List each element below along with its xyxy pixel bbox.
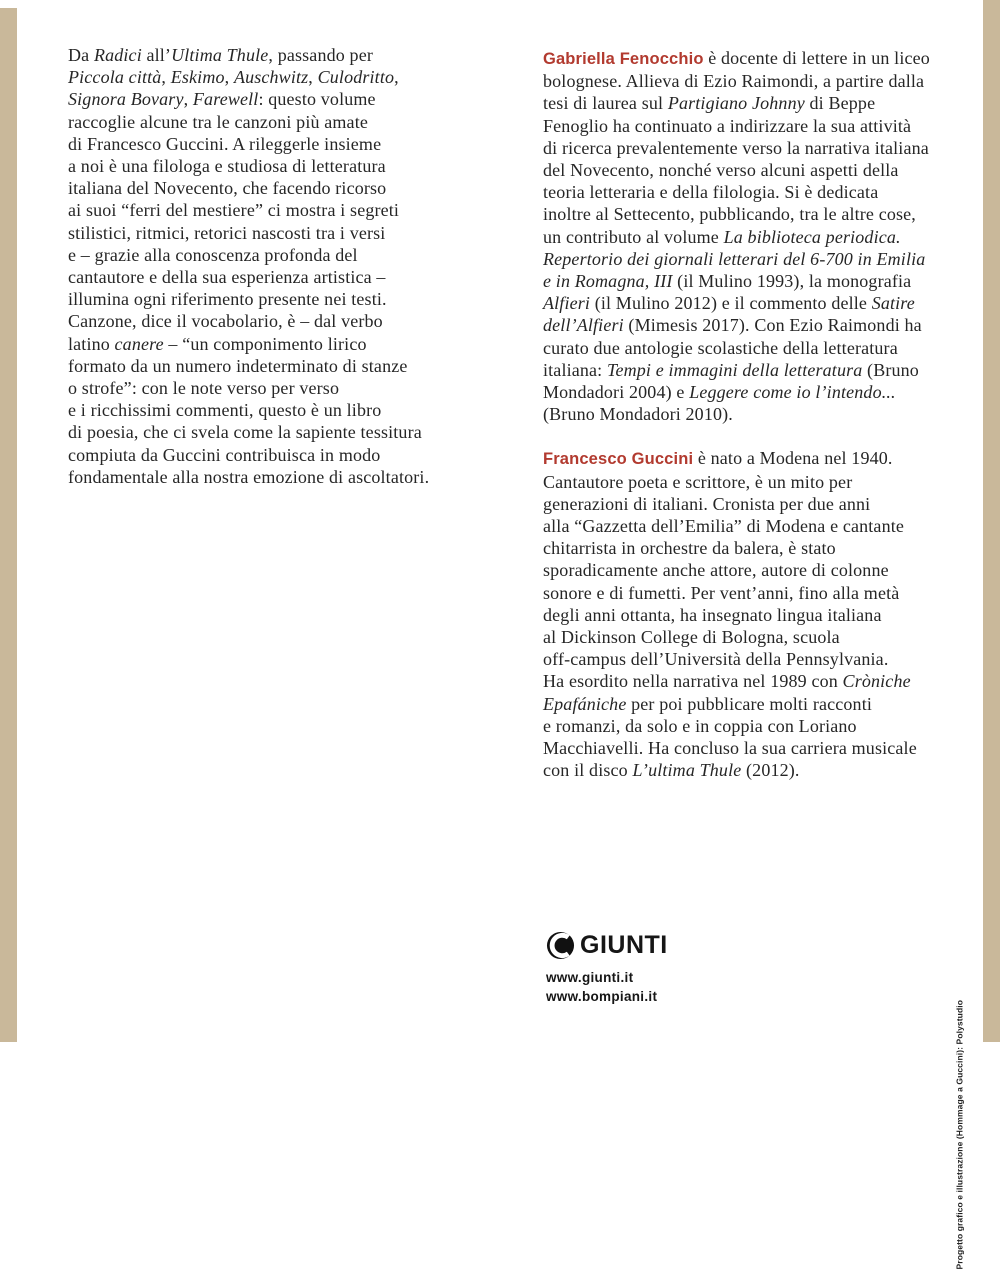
text-line: Francesco Guccini è nato a Modena nel 1940. [543, 448, 893, 469]
bio-francesco-guccini [543, 447, 973, 781]
text-line: degli anni ottanta, ha insegnato lingua italiana [543, 604, 882, 625]
text-line: Gabriella Fenocchio è docente di lettere in un liceo [543, 48, 930, 68]
giunti-logo [546, 931, 668, 960]
text-line: stilistici, ritmici, retorici nascosti tra i versi [68, 222, 386, 243]
text-line: illumina ogni riferimento presente nei testi. [68, 289, 387, 310]
text-line: curato due antologie scolastiche della letteratura [543, 337, 898, 358]
text-line: bolognese. Allieva di Ezio Raimondi, a partire dalla [543, 71, 925, 92]
text-line: Epafániche per poi pubblicare molti racconti [543, 693, 873, 714]
text-line: inoltre al Settecento, pubblicando, tra le altre cose, [543, 204, 916, 225]
text-line: Alfieri (il Mulino 2012) e il commento delle Satire [543, 293, 915, 314]
text-line: sonore e di fumetti. Per vent’anni, fino alla metà [543, 582, 900, 603]
right-column [543, 47, 973, 782]
text-line: al Dickinson College di Bologna, scuola [543, 627, 840, 648]
text-line: Repertorio dei giornali letterari del 6-700 in Emilia [543, 248, 926, 269]
text-line: italiana del Novecento, che facendo ricorso [68, 178, 387, 199]
text-line: e – grazie alla conoscenza profonda del [68, 244, 358, 265]
cover-edge-strip-left [0, 8, 17, 1042]
text-line: Piccola città, Eskimo, Auschwitz, Culodritto, [68, 67, 399, 88]
text-line: Fenoglio ha continuato a indirizzare la sua attività [543, 115, 912, 136]
text-line: latino canere – “un componimento lirico [68, 333, 367, 354]
text-line: ai suoi “ferri del mestiere” ci mostra i segreti [68, 200, 400, 221]
text-line: tesi di laurea sul Partigiano Johnny di Beppe [543, 93, 876, 114]
text-line: Canzone, dice il vocabolario, è – dal verbo [68, 311, 383, 332]
text-line: teoria letteraria e della filologia. Si è dedicata [543, 182, 879, 203]
text-line: fondamentale alla nostra emozione di ascoltatori. [68, 466, 430, 487]
cover-edge-strip-right [983, 0, 1000, 1042]
bio-gabriella-fenocchio [543, 47, 973, 425]
text-line: alla “Gazzetta dell’Emilia” di Modena e cantante [543, 516, 905, 537]
text-line: e i ricchissimi commenti, questo è un libro [68, 400, 382, 421]
text-line: chitarrista in orchestre da balera, è stato [543, 538, 836, 559]
text-line: Mondadori 2004) e Leggere come io l’intendo... [543, 382, 896, 403]
link-bompiani[interactable]: www.bompiani.it [546, 988, 658, 1004]
text-line: a noi è una filologa e studiosa di letteratura [68, 156, 386, 177]
book-description [68, 44, 508, 488]
text-line: compiuta da Guccini contribuisca in modo [68, 444, 381, 465]
text-line: dell’Alfieri (Mimesis 2017). Con Ezio Raimondi ha [543, 315, 922, 336]
author-name: Francesco Guccini [543, 450, 694, 469]
text-line: Macchiavelli. Ha concluso la sua carriera musicale [543, 738, 917, 759]
text-line: generazioni di italiani. Cronista per due anni [543, 493, 871, 514]
text-line: e in Romagna, III (il Mulino 1993), la monografia [543, 271, 912, 292]
left-column [68, 44, 508, 488]
publisher-block [546, 931, 668, 1006]
text-line: sporadicamente anche attore, autore di colonne [543, 560, 889, 581]
author-name: Gabriella Fenocchio [543, 50, 704, 68]
text-line: Da Radici all’Ultima Thule, passando per [68, 45, 373, 65]
text-line: (Bruno Mondadori 2010). [543, 404, 733, 425]
publisher-links [546, 969, 668, 1006]
text-line: e romanzi, da solo e in coppia con Loriano [543, 715, 857, 736]
text-line: italiana: Tempi e immagini della letteratura (Bruno [543, 359, 919, 380]
text-line: un contributo al volume La biblioteca periodica. [543, 226, 901, 247]
text-line: di Francesco Guccini. A rileggerle insieme [68, 133, 382, 154]
text-line: off-campus dell’Università della Pennsylvania. [543, 649, 889, 670]
text-line: formato da un numero indeterminato di stanze [68, 355, 408, 376]
design-credit-vertical: Progetto grafico e illustrazione (Hommage a Guccini): Polystudio [954, 1000, 964, 1269]
text-line: di poesia, che ci svela come la sapiente tessitura [68, 422, 422, 443]
text-line: di ricerca prevalentemente verso la narrativa italiana [543, 137, 929, 158]
giunti-logo-icon [546, 931, 575, 960]
text-line: Cantautore poeta e scrittore, è un mito per [543, 471, 853, 492]
text-line: raccoglie alcune tra le canzoni più amate [68, 111, 368, 132]
text-line: con il disco L’ultima Thule (2012). [543, 760, 800, 781]
publisher-name: GIUNTI [580, 931, 668, 959]
text-line: cantautore e della sua esperienza artistica – [68, 267, 386, 288]
link-giunti[interactable]: www.giunti.it [546, 970, 634, 985]
text-line: Signora Bovary, Farewell: questo volume [68, 89, 376, 110]
text-line: Ha esordito nella narrativa nel 1989 con Cròniche [543, 671, 911, 692]
text-line: o strofe”: con le note verso per verso [68, 378, 340, 399]
text-line: del Novecento, nonché verso alcuni aspetti della [543, 160, 899, 181]
